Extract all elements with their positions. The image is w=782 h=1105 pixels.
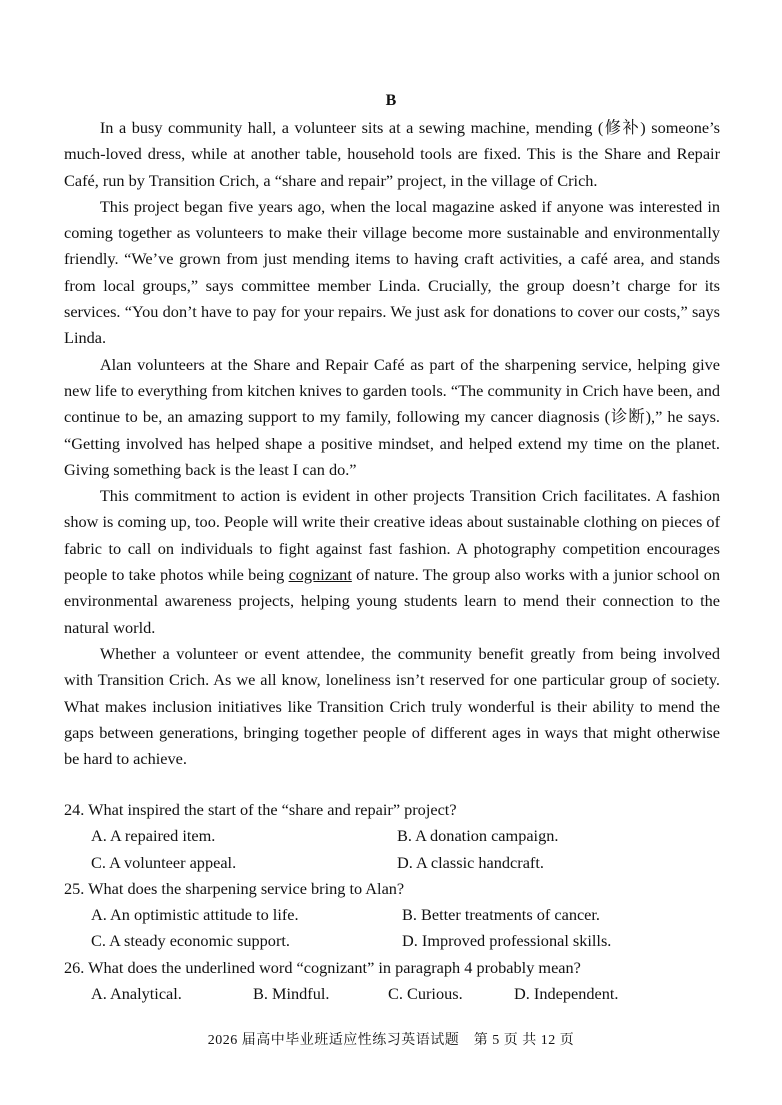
option-d[interactable]: D. Improved professional skills. xyxy=(402,931,612,951)
question-25 xyxy=(64,876,744,955)
option-b[interactable]: B. A donation campaign. xyxy=(397,826,559,846)
option-a[interactable]: A. An optimistic attitude to life. xyxy=(91,905,299,925)
option-b[interactable]: B. Better treatments of cancer. xyxy=(402,905,601,925)
paragraph-text: This project began five years ago, when the local magazine asked if anyone was interested in coming together as volunteers to make their village become more sustainable and environmentally friendly. “We’ve grown from just mending items to having craft activities, a café area, and stands from local groups,” says committee member Linda. Crucially, the group doesn’t charge for its services. “You don’t have to pay for your repairs. We just ask for donations to cover our costs,” says Linda. xyxy=(64,196,720,348)
question-24 xyxy=(64,797,744,876)
option-row xyxy=(64,823,744,849)
option-row xyxy=(64,902,744,928)
option-row xyxy=(64,928,744,954)
question-stem: 25. What does the sharpening service bring to Alan? xyxy=(64,878,405,898)
option-row xyxy=(64,981,744,1007)
page-footer: 2026 届高中毕业班适应性练习英语试题 第 5 页 共 12 页 xyxy=(207,1033,575,1048)
option-c[interactable]: C. A steady economic support. xyxy=(91,931,290,951)
option-b[interactable]: B. Mindful. xyxy=(253,984,330,1004)
option-d[interactable]: D. Independent. xyxy=(514,984,619,1004)
reading-passage xyxy=(64,115,720,772)
paragraph-text: Whether a volunteer or event attendee, the community benefit greatly from being involved with Transition Crich. As we all know, loneliness isn’t reserved for one particular group of society. What makes inclusion initiatives like Transition Crich truly wonderful is their ability to mend the gaps between generations, bringing together people of different ages in ways that might otherwise be hard to achieve. xyxy=(64,643,720,769)
question-26 xyxy=(64,955,744,1008)
paragraph-text: of nature. The group also works with a junior school on environmental awareness projects, helping young students learn to mend their connection to the natural world. xyxy=(64,565,720,637)
paragraph-2 xyxy=(64,194,720,352)
paragraph-4 xyxy=(64,483,720,641)
paragraph-text: Alan volunteers at the Share and Repair Café as part of the sharpening service, helping give new life to everything from kitchen knives to garden tools. “The community in Crich have been, and continue to be, an amazing support to my family, following my cancer diagnosis (诊断),” he says. “Getting involved has helped shape a positive mindset, and helped extend my time on the planet. Giving something back is the least I can do.” xyxy=(64,354,720,479)
option-c[interactable]: C. A volunteer appeal. xyxy=(91,852,237,872)
section-title: B xyxy=(385,92,397,109)
option-c[interactable]: C. Curious. xyxy=(388,984,463,1004)
option-a[interactable]: A. Analytical. xyxy=(91,984,182,1004)
option-row xyxy=(64,850,744,876)
question-stem: 24. What inspired the start of the “share and repair” project? xyxy=(64,800,457,819)
question-stem: 26. What does the underlined word “cognizant” in paragraph 4 probably mean? xyxy=(64,957,581,977)
paragraph-text: This commitment to action is evident in other projects Transition Crich facilitates. A fashion show is coming up, too. People will write their creative ideas about sustainable clothing on pieces of fabric to call on individuals to fight against fast fashion. A photography competition encourages people to take photos while being xyxy=(64,486,720,585)
paragraph-text: In a busy community hall, a volunteer sits at a sewing machine, mending (修补) someone’s much-loved dress, while at another table, household tools are fixed. This is the Share and Repair Café, run by Transition Crich, a “share and repair” project, in the village of Crich. xyxy=(64,118,720,190)
paragraph-5 xyxy=(64,641,720,772)
paragraph-3 xyxy=(64,352,720,483)
paragraph-1 xyxy=(64,115,720,194)
underlined-word: cognizant xyxy=(288,565,352,585)
option-a[interactable]: A. A repaired item. xyxy=(91,826,216,846)
option-d[interactable]: D. A classic handcraft. xyxy=(397,852,544,872)
question-list xyxy=(64,797,744,1007)
